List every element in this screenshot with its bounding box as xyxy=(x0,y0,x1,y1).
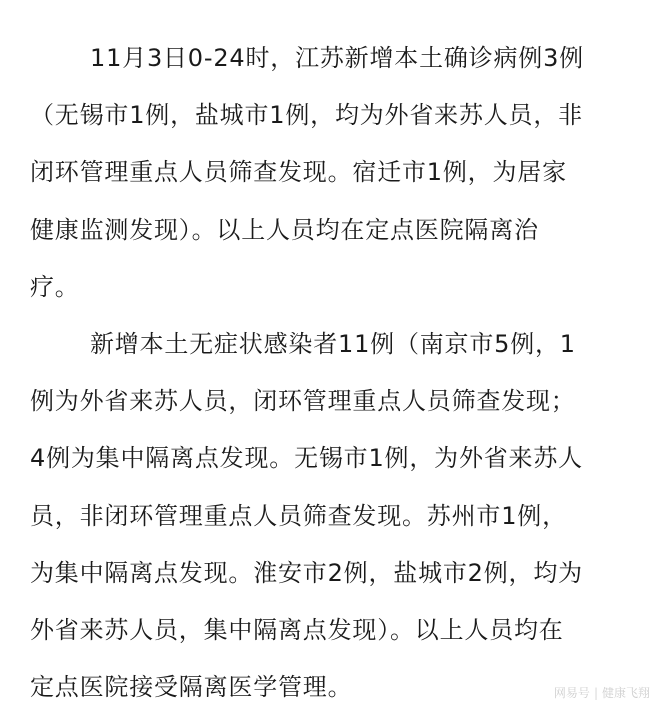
watermark-account: 健康飞翔 xyxy=(601,686,650,700)
paragraph-1-line-3: 闭环管理重点人员筛查发现。宿迁市1例，为居家 xyxy=(30,158,567,187)
paragraph-2-line-5: 为集中隔离点发现。淮安市2例，盐城市2例，均为 xyxy=(30,558,583,587)
article-body xyxy=(30,30,630,716)
paragraph-2-line-3: 4例为集中隔离点发现。无锡市1例，为外省来苏人 xyxy=(30,444,583,473)
paragraph-1-line-5: 疗。 xyxy=(30,272,80,301)
source-watermark xyxy=(554,684,650,701)
paragraph-2-line-4: 员，非闭环管理重点人员筛查发现。苏州市1例， xyxy=(30,501,567,530)
watermark-separator: | xyxy=(593,685,598,700)
paragraph-2-line-1: 新增本土无症状感染者11例（南京市5例，1 xyxy=(90,329,576,358)
paragraph-1-line-1: 11月3日0-24时，江苏新增本土确诊病例3例 xyxy=(90,44,584,72)
watermark-source: 网易号 xyxy=(553,686,590,700)
paragraph-2-line-2: 例为外省来苏人员，闭环管理重点人员筛查发现； xyxy=(30,387,576,416)
paragraph-2-line-7: 定点医院接受隔离医学管理。 xyxy=(30,673,353,702)
paragraph-1-line-4: 健康监测发现）。以上人员均在定点医院隔离治 xyxy=(30,215,539,244)
paragraph-1-line-2: （无锡市1例，盐城市1例，均为外省来苏人员，非 xyxy=(30,101,583,130)
paragraph-2-line-6: 外省来苏人员，集中隔离点发现）。以上人员均在 xyxy=(30,615,564,644)
